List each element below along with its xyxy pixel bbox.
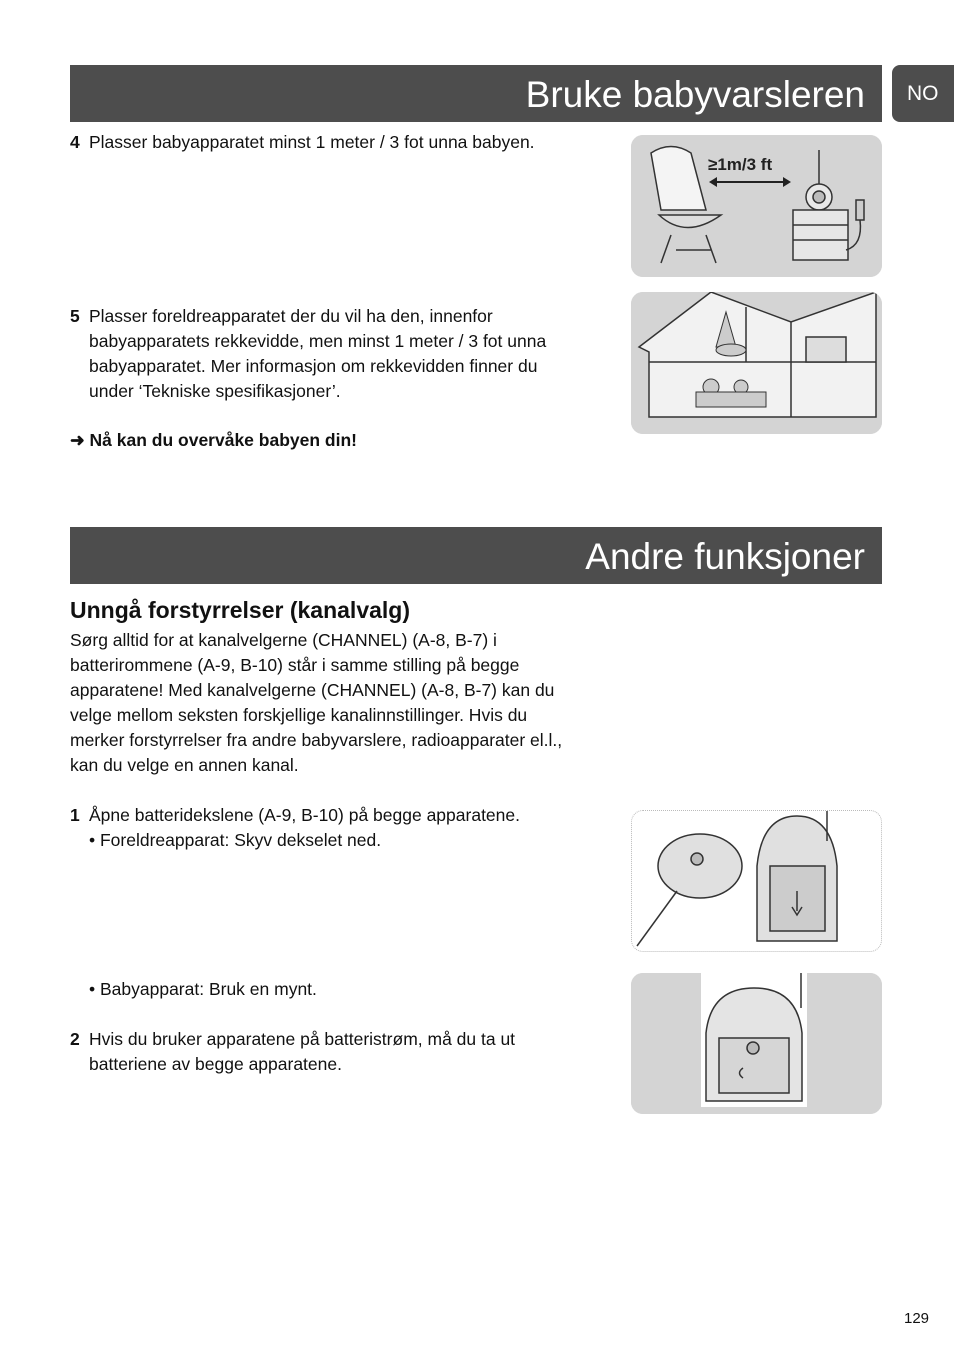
page-number: 129 (904, 1310, 930, 1327)
bullet-parent-unit: • Foreldreapparat: Skyv dekselet ned. (89, 830, 382, 850)
step-number: 5 (70, 306, 80, 326)
section-title: Bruke babyvarsleren (525, 74, 865, 115)
illustration-house (631, 292, 882, 434)
step-4 (70, 130, 590, 155)
step-line: Hvis du bruker apparatene på batteristrøm, må du ta ut (89, 1029, 516, 1049)
distance-label: ≥1m/3 ft (708, 155, 773, 174)
step-1 (70, 803, 610, 853)
bullet-baby-unit: • Babyapparat: Bruk en mynt. (89, 979, 317, 999)
step-number: 2 (70, 1029, 80, 1049)
section-title-bar (70, 65, 882, 122)
paragraph-line: batterirommene (A-9, B-10) står i samme stilling på begge (70, 655, 520, 675)
intro-paragraph (70, 628, 610, 778)
language-label: NO (907, 82, 939, 105)
subheading: Unngå forstyrrelser (kanalvalg) (70, 597, 411, 623)
bullet-baby-unit-wrap (70, 977, 610, 1002)
section-title: Andre funksjoner (585, 536, 865, 577)
step-2 (70, 1027, 610, 1077)
step-text: Åpne batteridekslene (A-9, B-10) på begge apparatene. (89, 805, 520, 825)
step-text: Plasser babyapparatet minst 1 meter / 3 fot unna babyen. (89, 132, 535, 152)
section-title-bar (70, 527, 882, 584)
illustration-baby-distance (631, 135, 882, 277)
paragraph-line: apparatene! Med kanalvelgerne (CHANNEL) (A-8, B-7) kan du (70, 680, 555, 700)
step-line: babyapparatets rekkevidde, men minst 1 meter / 3 fot unna (89, 331, 547, 351)
step-line: under ‘Tekniske spesifikasjoner’. (89, 381, 341, 401)
step-line: Plasser foreldreapparatet der du vil ha den, innenfor (89, 306, 493, 326)
step-line: batteriene av begge apparatene. (89, 1054, 342, 1074)
step-number: 4 (70, 132, 80, 152)
language-tab (892, 65, 954, 122)
step-number: 1 (70, 805, 80, 825)
paragraph-line: velge mellom seksten forskjellige kanalinnstillinger. Hvis du (70, 705, 528, 725)
step-line: babyapparatet. Mer informasjon om rekkevidden finner du (89, 356, 538, 376)
paragraph-line: kan du velge en annen kanal. (70, 755, 299, 775)
illustration-baby-unit (631, 973, 882, 1114)
illustration-parent-unit (631, 810, 882, 952)
paragraph-line: merker forstyrrelser fra andre babyvarslere, radioapparater el.l., (70, 730, 563, 750)
step-5 (70, 304, 610, 404)
paragraph-line: Sørg alltid for at kanalvelgerne (CHANNEL) (A-8, B-7) i (70, 630, 497, 650)
result-text: ➜ Nå kan du overvåke babyen din! (70, 430, 357, 450)
